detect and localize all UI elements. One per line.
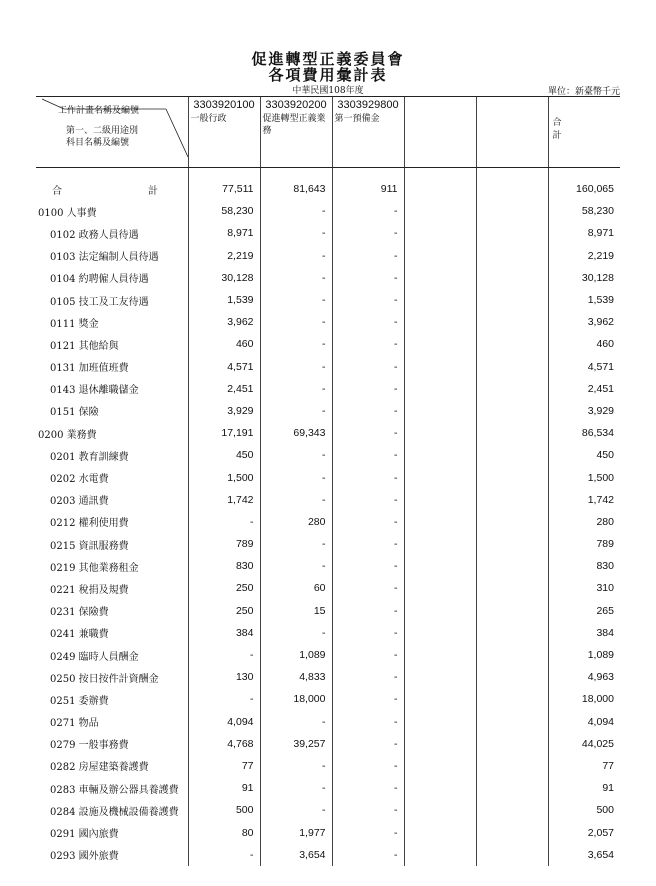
column-header-reserve-fund	[332, 97, 404, 168]
table-row	[36, 222, 620, 244]
value-grand-total: 3,929	[548, 400, 620, 422]
corner-label-category: 第一、二級用途別	[66, 126, 139, 136]
value-blank-2	[476, 400, 548, 422]
value-grand-total: 450	[548, 444, 620, 466]
value-grand-total: 77	[548, 755, 620, 777]
value-grand-total: 4,094	[548, 711, 620, 733]
subcategory-label: 0241 兼職費	[50, 629, 109, 641]
table-row	[36, 511, 620, 533]
value-transitional-justice: -	[260, 777, 332, 799]
value-reserve-fund: -	[332, 622, 404, 644]
table-row	[36, 400, 620, 422]
value-transitional-justice: 1,977	[260, 821, 332, 843]
value-grand-total: 1,089	[548, 644, 620, 666]
value-blank-1	[404, 489, 476, 511]
value-general-admin: 460	[188, 333, 260, 355]
value-blank-1	[404, 600, 476, 622]
value-blank-1	[404, 267, 476, 289]
total-row	[36, 178, 620, 200]
table-row	[36, 777, 620, 799]
value-blank-2	[476, 711, 548, 733]
table-row	[36, 600, 620, 622]
value-general-admin: 250	[188, 577, 260, 599]
value-grand-total: 44,025	[548, 733, 620, 755]
table-row	[36, 644, 620, 666]
table-row	[36, 844, 620, 866]
expense-summary-table	[36, 96, 620, 866]
value-transitional-justice: -	[260, 799, 332, 821]
value-blank-2	[476, 267, 548, 289]
value-blank-1	[404, 222, 476, 244]
value-reserve-fund: -	[332, 688, 404, 710]
subcategory-label: 0251 委辦費	[50, 695, 109, 707]
value-blank-1	[404, 356, 476, 378]
subcategory-label: 0250 按日按件計資酬金	[50, 673, 159, 685]
value-grand-total: 1,539	[548, 289, 620, 311]
value-reserve-fund: -	[332, 577, 404, 599]
value-grand-total: 3,654	[548, 844, 620, 866]
value-transitional-justice: -	[260, 533, 332, 555]
value-transitional-justice: 39,257	[260, 733, 332, 755]
table-header-row	[36, 97, 620, 168]
table-row	[36, 555, 620, 577]
value-general-admin: 830	[188, 555, 260, 577]
value-grand-total: 1,742	[548, 489, 620, 511]
table-row	[36, 755, 620, 777]
column-name: 促進轉型正義業務	[262, 114, 326, 136]
value-reserve-fund: -	[332, 245, 404, 267]
value-general-admin: 77	[188, 755, 260, 777]
value-reserve-fund: -	[332, 444, 404, 466]
value-transitional-justice: -	[260, 466, 332, 488]
total-value-blank-2	[476, 178, 548, 200]
value-general-admin: 450	[188, 444, 260, 466]
column-name: 第一預備金	[334, 114, 380, 124]
value-reserve-fund: -	[332, 311, 404, 333]
subcategory-label: 0203 通訊費	[50, 496, 109, 508]
table-body	[36, 168, 620, 866]
value-transitional-justice: -	[260, 267, 332, 289]
value-blank-2	[476, 422, 548, 444]
value-grand-total: 265	[548, 600, 620, 622]
value-reserve-fund: -	[332, 466, 404, 488]
subcategory-label: 0105 技工及工友待遇	[50, 296, 149, 308]
subcategory-label: 0283 車輛及辦公器具養護費	[50, 784, 179, 796]
value-blank-1	[404, 622, 476, 644]
value-blank-2	[476, 333, 548, 355]
value-blank-2	[476, 289, 548, 311]
value-transitional-justice: 3,654	[260, 844, 332, 866]
header-corner-cell	[36, 97, 188, 168]
value-reserve-fund: -	[332, 711, 404, 733]
value-blank-2	[476, 844, 548, 866]
value-reserve-fund: -	[332, 733, 404, 755]
value-general-admin: -	[188, 644, 260, 666]
value-transitional-justice: 1,089	[260, 644, 332, 666]
column-code: 3303929800	[337, 99, 399, 111]
table-row	[36, 289, 620, 311]
value-grand-total: 460	[548, 333, 620, 355]
value-transitional-justice: -	[260, 444, 332, 466]
subcategory-label: 0201 教育訓練費	[50, 451, 129, 463]
subcategory-label: 0202 水電費	[50, 474, 109, 486]
value-general-admin: 1,500	[188, 466, 260, 488]
value-general-admin: 80	[188, 821, 260, 843]
subcategory-label: 0271 物品	[50, 718, 99, 730]
value-transitional-justice: -	[260, 755, 332, 777]
value-grand-total: 2,451	[548, 378, 620, 400]
value-general-admin: -	[188, 511, 260, 533]
value-general-admin: 4,768	[188, 733, 260, 755]
table-row	[36, 622, 620, 644]
value-transitional-justice: -	[260, 245, 332, 267]
value-transitional-justice: -	[260, 400, 332, 422]
subcategory-label: 0104 約聘僱人員待遇	[50, 274, 149, 286]
value-reserve-fund: -	[332, 666, 404, 688]
value-blank-1	[404, 555, 476, 577]
value-blank-1	[404, 821, 476, 843]
value-grand-total: 500	[548, 799, 620, 821]
value-reserve-fund: -	[332, 511, 404, 533]
value-general-admin: -	[188, 844, 260, 866]
value-grand-total: 86,534	[548, 422, 620, 444]
value-blank-2	[476, 777, 548, 799]
table-row	[36, 666, 620, 688]
value-blank-1	[404, 733, 476, 755]
value-blank-1	[404, 333, 476, 355]
value-reserve-fund: -	[332, 755, 404, 777]
subcategory-label: 0143 退休離職儲金	[50, 385, 139, 397]
total-value-blank-1	[404, 178, 476, 200]
value-blank-2	[476, 755, 548, 777]
value-transitional-justice: -	[260, 356, 332, 378]
value-reserve-fund: -	[332, 555, 404, 577]
value-blank-1	[404, 577, 476, 599]
value-grand-total: 2,219	[548, 245, 620, 267]
value-general-admin: 1,539	[188, 289, 260, 311]
value-transitional-justice: -	[260, 222, 332, 244]
value-grand-total: 384	[548, 622, 620, 644]
value-blank-1	[404, 666, 476, 688]
total-value-grand-total: 160,065	[548, 178, 620, 200]
table-row	[36, 711, 620, 733]
value-general-admin: 250	[188, 600, 260, 622]
value-transitional-justice: -	[260, 333, 332, 355]
value-grand-total: 3,962	[548, 311, 620, 333]
value-transitional-justice: -	[260, 289, 332, 311]
value-blank-1	[404, 688, 476, 710]
value-blank-2	[476, 511, 548, 533]
subcategory-label: 0284 設施及機械設備養護費	[50, 806, 179, 818]
value-blank-2	[476, 666, 548, 688]
value-transitional-justice: 18,000	[260, 688, 332, 710]
column-header-blank-2	[476, 97, 548, 168]
subcategory-label: 0219 其他業務租金	[50, 562, 139, 574]
subcategory-label: 0121 其他給與	[50, 340, 119, 352]
value-transitional-justice: 280	[260, 511, 332, 533]
corner-label-project: 工作計畫名稱及編號	[58, 106, 140, 116]
value-blank-2	[476, 577, 548, 599]
table-row	[36, 733, 620, 755]
table-row	[36, 489, 620, 511]
value-general-admin: 130	[188, 666, 260, 688]
value-grand-total: 830	[548, 555, 620, 577]
column-code: 3303920200	[265, 99, 327, 111]
value-general-admin: 58,230	[188, 200, 260, 222]
value-blank-2	[476, 200, 548, 222]
subcategory-label: 0215 資訊服務費	[50, 540, 129, 552]
value-general-admin: 8,971	[188, 222, 260, 244]
table-row	[36, 799, 620, 821]
value-blank-2	[476, 600, 548, 622]
expense-table-wrapper	[36, 96, 620, 886]
value-general-admin: 4,571	[188, 356, 260, 378]
table-row	[36, 378, 620, 400]
value-blank-2	[476, 444, 548, 466]
value-blank-1	[404, 466, 476, 488]
value-blank-2	[476, 311, 548, 333]
value-blank-2	[476, 555, 548, 577]
column-code: 3303920100	[193, 99, 255, 111]
value-grand-total: 91	[548, 777, 620, 799]
value-transitional-justice: 69,343	[260, 422, 332, 444]
category-label: 0100 人事費	[38, 207, 97, 219]
value-blank-2	[476, 378, 548, 400]
currency-unit: 單位：新臺幣千元	[547, 87, 620, 97]
value-grand-total: 58,230	[548, 200, 620, 222]
subcategory-label: 0282 房屋建築養護費	[50, 762, 149, 774]
value-transitional-justice: -	[260, 711, 332, 733]
value-blank-1	[404, 289, 476, 311]
value-transitional-justice: 4,833	[260, 666, 332, 688]
value-reserve-fund: -	[332, 777, 404, 799]
subcategory-label: 0249 臨時人員酬金	[50, 651, 139, 663]
report-title-agency: 促進轉型正義委員會	[251, 50, 405, 68]
total-label: 合 計	[52, 185, 158, 197]
value-reserve-fund: -	[332, 422, 404, 444]
table-row	[36, 444, 620, 466]
value-reserve-fund: -	[332, 799, 404, 821]
value-reserve-fund: -	[332, 378, 404, 400]
value-grand-total: 4,571	[548, 356, 620, 378]
value-reserve-fund: -	[332, 356, 404, 378]
subcategory-label: 0221 稅捐及規費	[50, 584, 129, 596]
value-blank-2	[476, 644, 548, 666]
value-grand-total: 310	[548, 577, 620, 599]
table-row	[36, 333, 620, 355]
table-row	[36, 821, 620, 843]
subcategory-label: 0102 政務人員待遇	[50, 229, 139, 241]
value-blank-1	[404, 844, 476, 866]
value-blank-1	[404, 533, 476, 555]
value-reserve-fund: -	[332, 289, 404, 311]
value-blank-2	[476, 821, 548, 843]
subcategory-label: 0151 保險	[50, 407, 99, 419]
column-header-general-admin	[188, 97, 260, 168]
value-blank-1	[404, 755, 476, 777]
value-general-admin: 30,128	[188, 267, 260, 289]
table-row	[36, 688, 620, 710]
table-row	[36, 577, 620, 599]
value-transitional-justice: -	[260, 311, 332, 333]
value-transitional-justice: -	[260, 378, 332, 400]
value-grand-total: 2,057	[548, 821, 620, 843]
value-blank-2	[476, 688, 548, 710]
value-grand-total: 30,128	[548, 267, 620, 289]
table-row	[36, 533, 620, 555]
value-reserve-fund: -	[332, 489, 404, 511]
table-row	[36, 422, 620, 444]
value-blank-1	[404, 311, 476, 333]
value-reserve-fund: -	[332, 644, 404, 666]
value-transitional-justice: -	[260, 622, 332, 644]
total-value-transitional-justice: 81,643	[260, 178, 332, 200]
report-year: 中華民國108年度	[292, 86, 364, 96]
value-blank-1	[404, 644, 476, 666]
value-reserve-fund: -	[332, 844, 404, 866]
value-blank-1	[404, 400, 476, 422]
total-value-general-admin: 77,511	[188, 178, 260, 200]
value-blank-2	[476, 533, 548, 555]
table-row	[36, 356, 620, 378]
value-reserve-fund: -	[332, 200, 404, 222]
column-header-total	[548, 97, 620, 168]
value-grand-total: 8,971	[548, 222, 620, 244]
value-reserve-fund: -	[332, 533, 404, 555]
subcategory-label: 0231 保險費	[50, 607, 109, 619]
value-reserve-fund: -	[332, 333, 404, 355]
value-blank-2	[476, 799, 548, 821]
value-transitional-justice: -	[260, 555, 332, 577]
value-blank-1	[404, 511, 476, 533]
value-blank-2	[476, 466, 548, 488]
value-general-admin: 2,219	[188, 245, 260, 267]
value-blank-1	[404, 799, 476, 821]
value-general-admin: 91	[188, 777, 260, 799]
subcategory-label: 0212 權利使用費	[50, 518, 129, 530]
value-general-admin: 3,929	[188, 400, 260, 422]
value-general-admin: 2,451	[188, 378, 260, 400]
subcategory-label: 0111 獎金	[50, 318, 99, 330]
table-row	[36, 311, 620, 333]
subcategory-label: 0103 法定編制人員待遇	[50, 252, 159, 264]
value-blank-2	[476, 622, 548, 644]
value-grand-total: 4,963	[548, 666, 620, 688]
category-label: 0200 業務費	[38, 429, 97, 441]
total-value-reserve-fund: 911	[332, 178, 404, 200]
value-blank-1	[404, 200, 476, 222]
value-general-admin: 4,094	[188, 711, 260, 733]
value-reserve-fund: -	[332, 222, 404, 244]
value-grand-total: 18,000	[548, 688, 620, 710]
spacer-row	[36, 168, 620, 179]
value-reserve-fund: -	[332, 821, 404, 843]
table-row	[36, 267, 620, 289]
table-row	[36, 466, 620, 488]
value-general-admin: 17,191	[188, 422, 260, 444]
value-blank-1	[404, 444, 476, 466]
value-reserve-fund: -	[332, 267, 404, 289]
table-row	[36, 200, 620, 222]
value-blank-2	[476, 245, 548, 267]
column-name: 合 計	[552, 118, 611, 141]
value-blank-1	[404, 422, 476, 444]
value-reserve-fund: -	[332, 400, 404, 422]
value-blank-1	[404, 711, 476, 733]
subcategory-label: 0291 國內旅費	[50, 829, 119, 841]
value-grand-total: 280	[548, 511, 620, 533]
value-blank-1	[404, 378, 476, 400]
value-blank-2	[476, 733, 548, 755]
value-grand-total: 1,500	[548, 466, 620, 488]
subcategory-label: 0279 一般事務費	[50, 740, 129, 752]
value-blank-2	[476, 222, 548, 244]
value-grand-total: 789	[548, 533, 620, 555]
value-general-admin: 789	[188, 533, 260, 555]
table-row	[36, 245, 620, 267]
value-general-admin: 384	[188, 622, 260, 644]
value-general-admin: 1,742	[188, 489, 260, 511]
value-transitional-justice: 60	[260, 577, 332, 599]
report-title: 各項費用彙計表	[268, 66, 388, 84]
value-blank-2	[476, 489, 548, 511]
value-general-admin: 500	[188, 799, 260, 821]
column-header-transitional-justice	[260, 97, 332, 168]
subcategory-label: 0293 國外旅費	[50, 851, 119, 863]
value-blank-1	[404, 777, 476, 799]
value-transitional-justice: -	[260, 200, 332, 222]
corner-label-subject: 科目名稱及編號	[66, 138, 130, 148]
value-general-admin: -	[188, 688, 260, 710]
value-transitional-justice: -	[260, 489, 332, 511]
column-name: 一般行政	[190, 114, 227, 124]
value-blank-2	[476, 356, 548, 378]
value-reserve-fund: -	[332, 600, 404, 622]
value-transitional-justice: 15	[260, 600, 332, 622]
value-general-admin: 3,962	[188, 311, 260, 333]
column-header-blank-1	[404, 97, 476, 168]
subcategory-label: 0131 加班值班費	[50, 363, 129, 375]
value-blank-1	[404, 245, 476, 267]
